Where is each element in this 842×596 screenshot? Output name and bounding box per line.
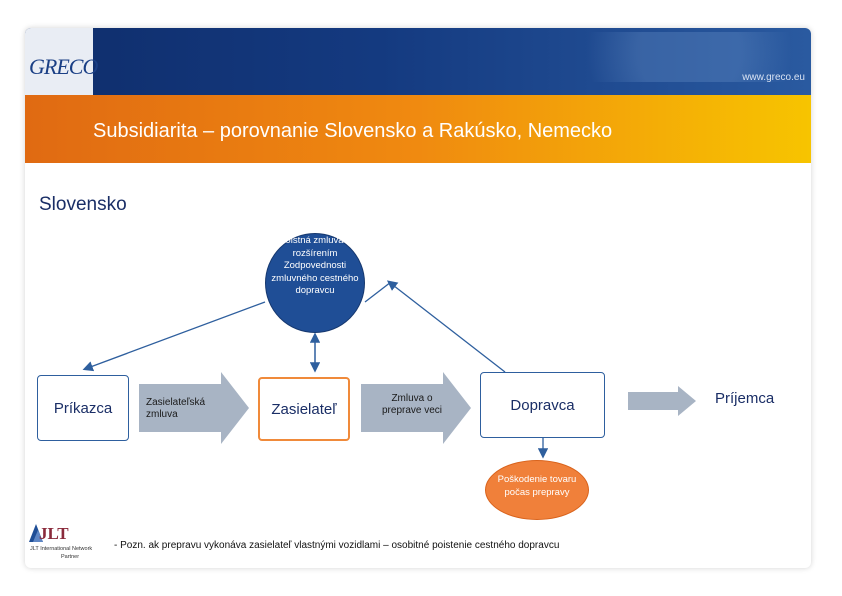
label-preprava: Zmluva o preprave veci: [381, 393, 443, 416]
jlt-partner-logo: [29, 522, 107, 564]
label-zasielatelska: Zasielateľská zmluva: [146, 397, 206, 420]
node-zasielatel-label: Zasielateľ: [271, 400, 337, 418]
damage-label: Poškodenie tovaru počas prepravy: [497, 474, 577, 498]
arrow-dopravca-to-insurance: [389, 282, 505, 372]
jlt-network-text: JLT International Network: [30, 546, 93, 552]
arrow-insurance-to-prikazca: [85, 302, 265, 369]
node-prikazca-label: Príkazca: [53, 399, 113, 417]
section-title: Slovensko: [39, 194, 127, 215]
slide: [25, 28, 811, 568]
website-url[interactable]: www.greco.eu: [742, 72, 805, 83]
diagram-connectors: [25, 28, 811, 568]
jlt-logo-text: JLT: [39, 524, 69, 543]
arrow-insurance-to-dopravca: [365, 282, 391, 302]
greco-logo-text: GRECO: [29, 54, 98, 79]
chevron-to-prijemca: [628, 386, 698, 416]
footnote: - Pozn. ak prepravu vykonáva zasielateľ vlastnými vozidlami – osobitné poistenie cestného dopravcu: [114, 540, 560, 551]
node-zasielatel: [258, 377, 350, 441]
node-prikazca: [37, 375, 129, 441]
jlt-partner-text: Partner: [61, 554, 80, 560]
node-prijemca: Príjemca: [715, 390, 775, 407]
node-dopravca-label: Dopravca: [510, 396, 575, 414]
node-dopravca: [480, 372, 605, 438]
slide-title: Subsidiarita – porovnanie Slovensko a Rakúsko, Nemecko: [93, 120, 613, 142]
insurance-contract-label: Poistná zmluva s rozšírením Zodpovednosti zmluvného cestného dopravcu: [271, 235, 359, 297]
